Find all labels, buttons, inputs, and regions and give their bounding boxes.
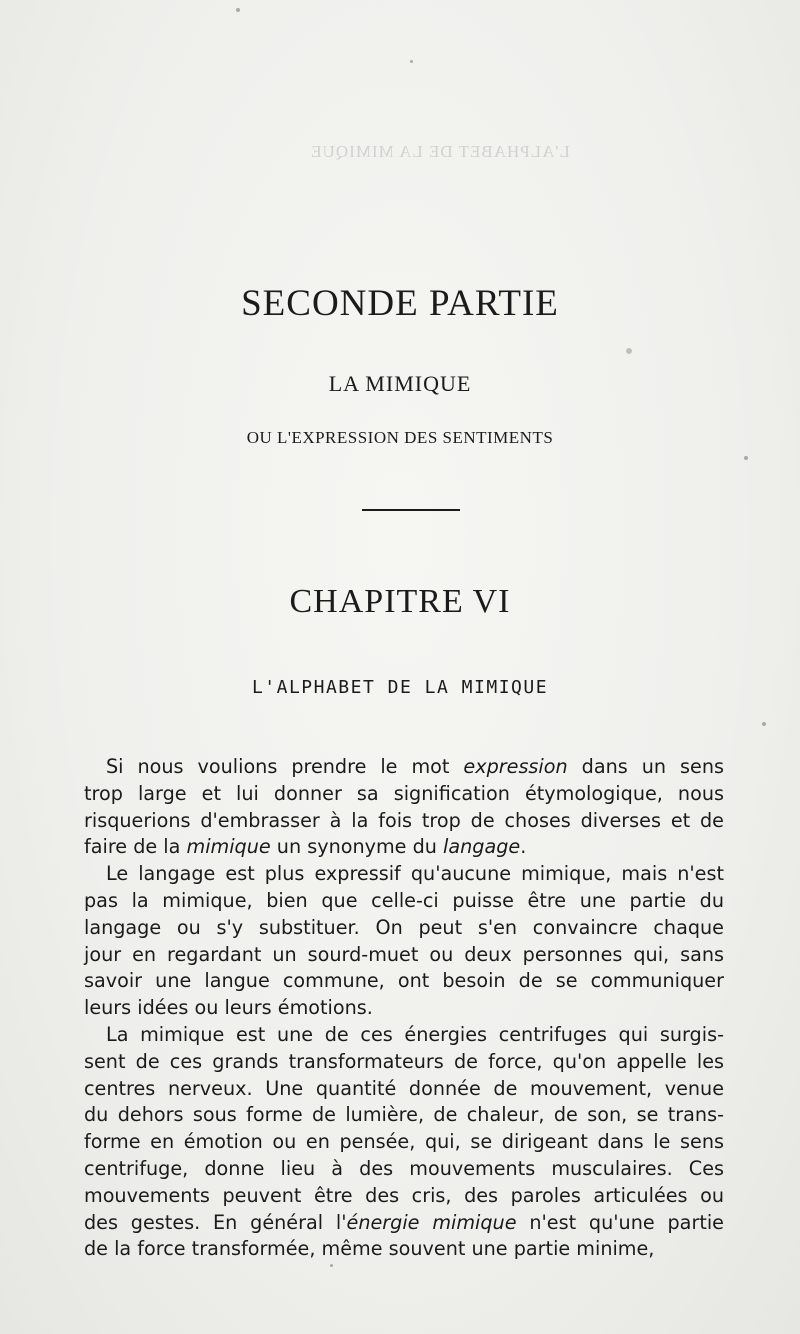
text-line	[84, 861, 724, 888]
paper-speck	[762, 722, 766, 726]
text-run: centrifuge, donne lieu à des mouvements musculaires. Ces	[84, 1156, 724, 1180]
text-line	[84, 1156, 724, 1183]
text-line	[84, 995, 724, 1022]
text-run: sent de ces grands transformateurs de force, qu'on appelle les	[84, 1049, 724, 1073]
text-run: forme en émotion ou en pensée, qui, se dirigeant dans le sens	[84, 1130, 724, 1154]
text-run: trop large et lui donner sa signification étymologique, nous	[84, 781, 724, 805]
paper-speck	[410, 60, 413, 63]
text-line	[84, 808, 724, 835]
text-run: pas la mimique, bien que celle-ci puisse être une partie du	[84, 888, 724, 912]
paper-speck	[236, 8, 240, 12]
text-line	[84, 1102, 724, 1129]
text-line	[84, 1210, 724, 1237]
text-run: risquerions d'embrasser à la fois trop de choses diverses et de	[84, 808, 724, 832]
text-run: mouvements peuvent être des cris, des paroles articulées ou	[84, 1183, 724, 1207]
emphasis-word: langage	[443, 835, 521, 859]
chapter-number: CHAPITRE VI	[289, 583, 511, 620]
text-run: Si nous voulions prendre le mot	[106, 755, 464, 778]
text-run: des gestes. En général l'	[84, 1210, 347, 1234]
emphasis-word: expression	[463, 755, 568, 778]
text-line	[84, 968, 724, 995]
text-run: La mimique est une de ces énergies centrifuges qui surgis-	[106, 1022, 724, 1046]
text-run: du dehors sous forme de lumière, de chaleur, de son, se trans-	[84, 1103, 724, 1127]
text-run: savoir une langue commune, ont besoin de se communiquer	[84, 969, 724, 993]
text-run: Le langage est plus expressif qu'aucune mimique, mais n'est	[106, 862, 724, 886]
text-run: jour en regardant un sourd-muet ou deux personnes qui, sans	[84, 942, 724, 966]
text-run: un synonyme du	[270, 835, 444, 859]
text-line	[84, 1183, 724, 1210]
chapter-title: L'ALPHABET DE LA MIMIQUE	[251, 677, 549, 698]
text-run: n'est qu'une partie	[516, 1210, 724, 1234]
section-title: LA MIMIQUE	[328, 371, 472, 396]
text-line	[84, 1076, 724, 1103]
section-subtitle: OU L'EXPRESSION DES SENTIMENTS	[246, 428, 554, 447]
text-run: faire de la	[84, 835, 187, 859]
text-run: .	[520, 835, 527, 859]
text-line	[84, 888, 724, 915]
paper-speck	[744, 456, 748, 460]
text-line	[84, 834, 724, 861]
text-run: dans un sens	[567, 755, 724, 778]
emphasis-word: mimique	[186, 835, 271, 859]
paragraph	[84, 861, 724, 1022]
paper-speck	[626, 348, 632, 354]
text-run: leurs idées ou leurs émotions.	[84, 996, 373, 1020]
emphasis-word: énergie mimique	[346, 1210, 517, 1234]
part-title: SECONDE PARTIE	[241, 283, 559, 324]
paragraph	[84, 1022, 724, 1263]
paragraph	[84, 754, 724, 861]
text-line	[84, 915, 724, 942]
text-line	[84, 781, 724, 808]
text-line	[84, 754, 724, 781]
text-line	[84, 1129, 724, 1156]
text-line	[84, 1049, 724, 1076]
bleed-through-header: L'ALPHABET DE LA MIMIQUE	[310, 142, 570, 161]
paper-speck	[330, 1264, 333, 1267]
text-line	[84, 1022, 724, 1049]
text-run: centres nerveux. Une quantité donnée de mouvement, venue	[84, 1076, 724, 1100]
separator-rule	[362, 509, 460, 511]
text-run: langage ou s'y substituer. On peut s'en convaincre chaque	[84, 915, 724, 939]
body-text	[84, 754, 724, 1263]
text-line	[84, 942, 724, 969]
text-run: de la force transformée, même souvent une partie minime,	[84, 1237, 655, 1261]
text-line	[84, 1236, 724, 1263]
bleed-through-text	[100, 84, 780, 284]
